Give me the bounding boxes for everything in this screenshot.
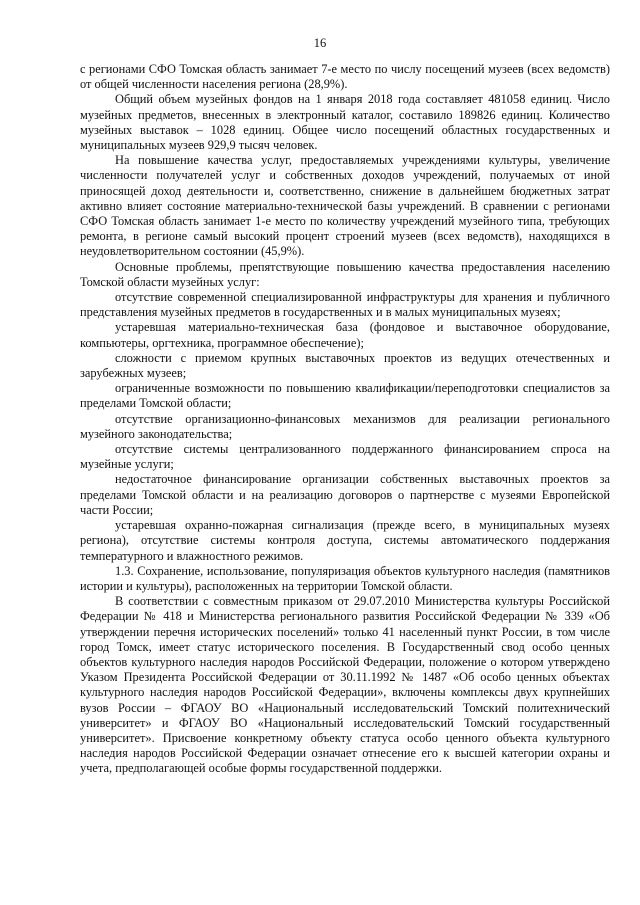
list-item: устаревшая материально-техническая база (фондовое и выставочное оборудование, компьютеры, оргтехника, программное обеспечение); bbox=[80, 320, 610, 350]
list-item: недостаточное финансирование организации собственных выставочных проектов за пределами Томской области и на реализацию договоров о партнерстве с музеями Европейской части России; bbox=[80, 472, 610, 517]
paragraph: Общий объем музейных фондов на 1 января 2018 года составляет 481058 единиц. Число музейных предметов, внесенных в электронный каталог, составило 189826 единиц. Количество музейных выставок – 1028 единиц. Общее число посещений областных государственных и муниципальных музеев 929,9 тысяч человек. bbox=[80, 92, 610, 153]
page-number: 16 bbox=[313, 36, 327, 50]
list-item: отсутствие организационно-финансовых механизмов для реализации регионального музейного законодательства; bbox=[80, 411, 610, 441]
paragraph: На повышение качества услуг, предоставляемых учреждениями культуры, увеличение численности получателей услуг и собственных доходов учреждений, получаемых от иной приносящей доход деятельности и, соответственно, снижение в дальнейшем бюджетных затрат активно влияет состояние материально-технической базы учреждений. В сравнении с регионами СФО Томская область занимает 1-е место по количеству учреждений музейного типа, требующих ремонта, в регионе самый высокий процент строений музеев (всех ведомств), находящихся в неудовлетворительном состоянии (45,9%). bbox=[80, 153, 610, 259]
list-item: ограниченные возможности по повышению квалификации/переподготовки специалистов за пределами Томской области; bbox=[80, 381, 610, 411]
list-item: отсутствие системы централизованного поддержанного финансированием спроса на музейные услуги; bbox=[80, 442, 610, 472]
paragraph: с регионами СФО Томская область занимает 7-е место по числу посещений музеев (всех ведомств) от общей численности населения региона (28,9%). bbox=[80, 62, 610, 92]
page-body bbox=[80, 62, 610, 777]
list-item: сложности с приемом крупных выставочных проектов из ведущих отечественных и зарубежных музеев; bbox=[80, 350, 610, 381]
list-item: устаревшая охранно-пожарная сигнализация (прежде всего, в муниципальных музеях региона), отсутствие системы контроля доступа, системы автоматического поддержания температурного и влажностного режимов. bbox=[80, 518, 610, 563]
paragraph: В соответствии с совместным приказом от 29.07.2010 Министерства культуры Российской Федерации № 418 и Министерства регионального развития Российской Федерации № 339 «Об утверждении перечня исторических поселений» только 41 населенный пункт России, в том числе город Томск, имеет статус исторического поселения. В Государственный свод особо ценных объектов культурного наследия народов Российской Федерации, положение о котором утверждено Указом Президента Российской Федерации от 30.11.1992 № 1487 «Об особо ценных объектах культурного наследия народов Российской Федерации», включены комплексы двух крупнейших вузов России – ФГАОУ ВО «Национальный исследовательский Томский политехнический университет» и ФГАОУ ВО «Национальный исследовательский Томский государственный университет». Присвоение конкретному объекту статуса особо ценного объекта культурного наследия народов Российской Федерации означает отнесение его к высшей категории охраны и учета, предполагающей особые формы государственной поддержки. bbox=[80, 594, 610, 776]
section-heading: 1.3. Сохранение, использование, популяризация объектов культурного наследия (памятников истории и культуры), расположенных на территории Томской области. bbox=[80, 563, 610, 593]
paragraph: Основные проблемы, препятствующие повышению качества предоставления населению Томской области музейных услуг: bbox=[80, 259, 610, 289]
list-item: отсутствие современной специализированной инфраструктуры для хранения и публичного представления музейных предметов в государственных и в малых муниципальных музеях; bbox=[80, 290, 610, 320]
